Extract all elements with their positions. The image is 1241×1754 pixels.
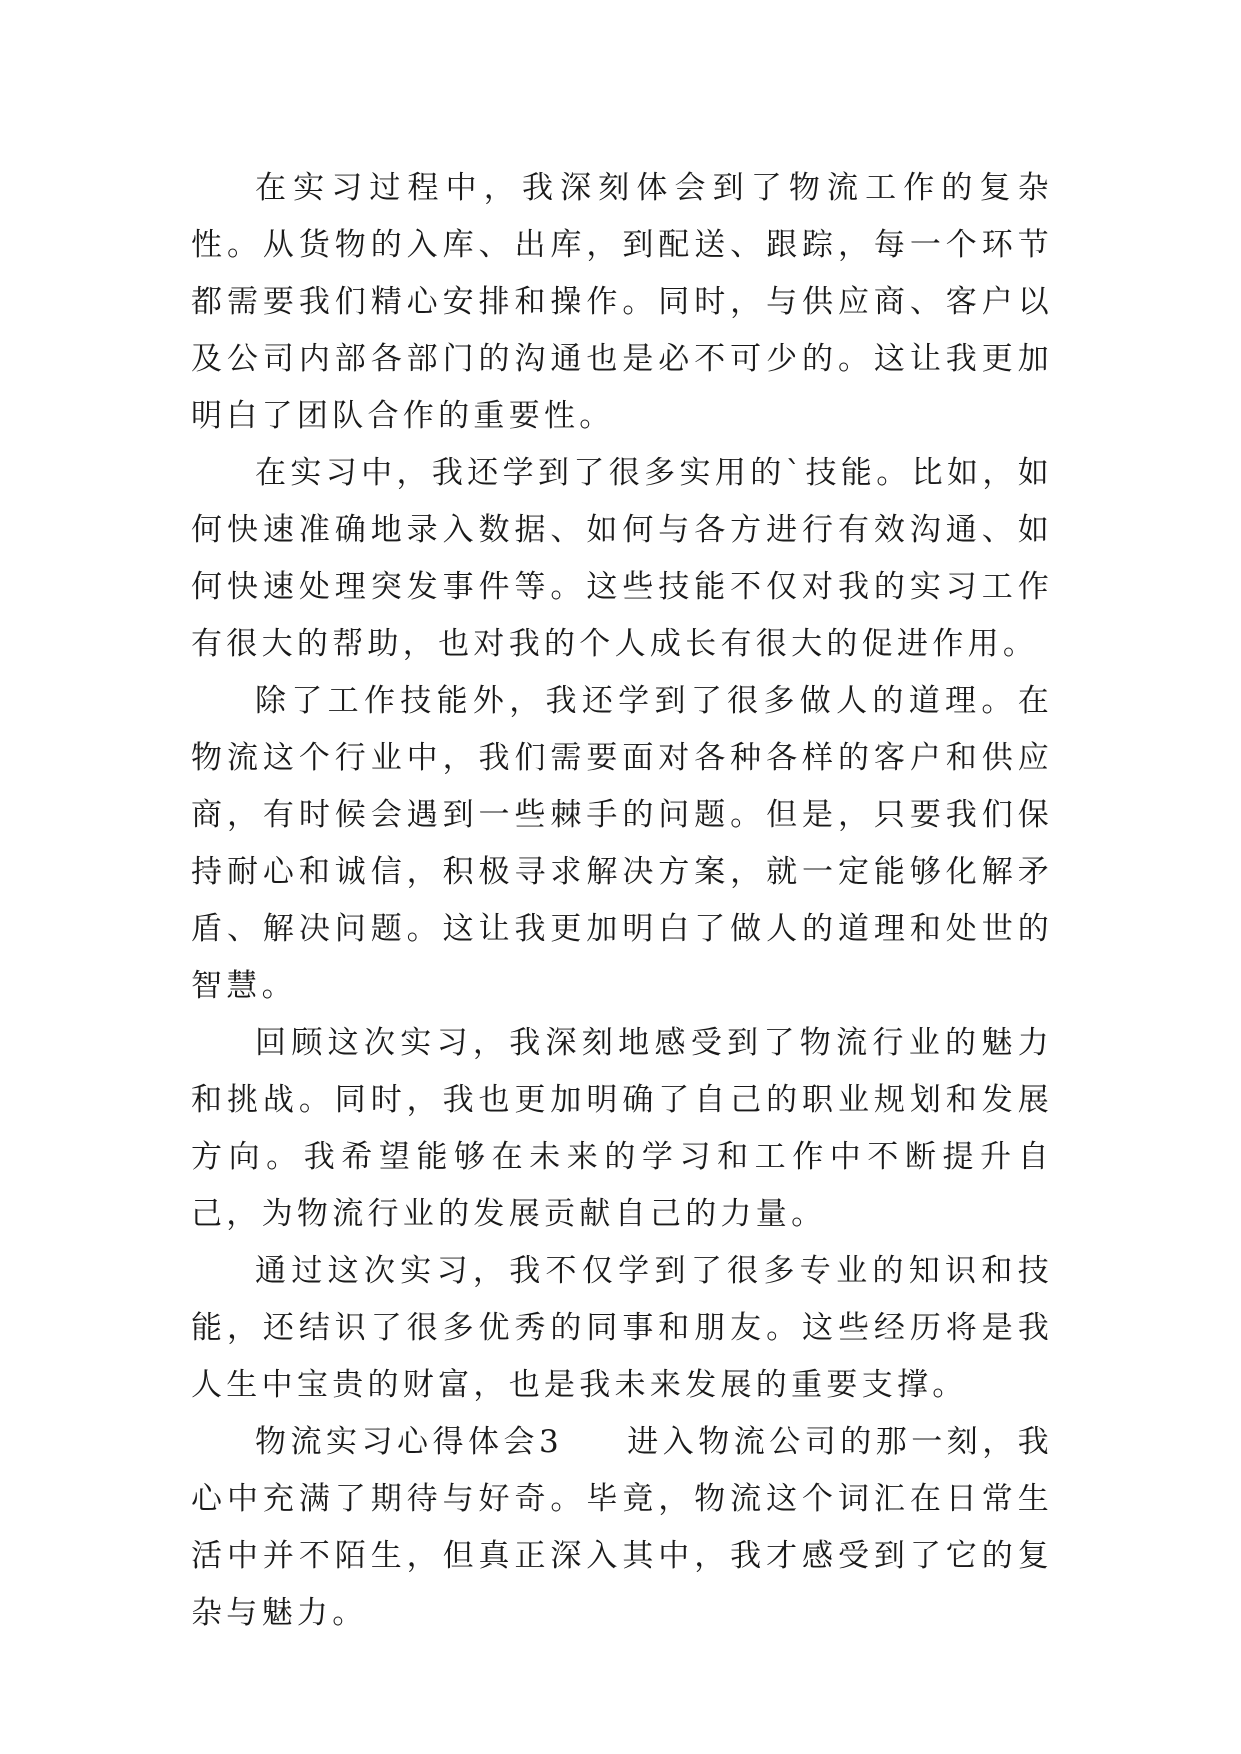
section-paragraph: [191, 1414, 1053, 1642]
paragraph-5: 通过这次实习，我不仅学到了很多专业的知识和技能，还结识了很多优秀的同事和朋友。这些经历将是我人生中宝贵的财富，也是我未来发展的重要支撑。: [191, 1253, 1053, 1403]
paragraph-3: 除了工作技能外，我还学到了很多做人的道理。在物流这个行业中，我们需要面对各种各样的客户和供应商，有时候会遇到一些棘手的问题。但是，只要我们保持耐心和诚信，积极寻求解决方案，就一定能够化解矛盾、解决问题。这让我更加明白了做人的道理和处世的智慧。: [191, 683, 1053, 1004]
paragraph-1: 在实习过程中，我深刻体会到了物流工作的复杂性。从货物的入库、出库，到配送、跟踪，每一个环节都需要我们精心安排和操作。同时，与供应商、客户以及公司内部各部门的沟通也是必不可少的。这让我更加明白了团队合作的重要性。: [191, 170, 1053, 434]
section-heading: 物流实习心得体会3: [255, 1424, 564, 1460]
paragraph-2: 在实习中，我还学到了很多实用的`技能。比如，如何快速准确地录入数据、如何与各方进行有效沟通、如何快速处理突发事件等。这些技能不仅对我的实习工作有很大的帮助，也对我的个人成长有很大的促进作用。: [191, 455, 1053, 662]
document-body: [191, 160, 1053, 1642]
paragraph-4: 回顾这次实习，我深刻地感受到了物流行业的魅力和挑战。同时，我也更加明确了自己的职业规划和发展方向。我希望能够在未来的学习和工作中不断提升自己，为物流行业的发展贡献自己的力量。: [191, 1025, 1053, 1232]
section-text: 进入物流公司的那一刻，我心中充满了期待与好奇。毕竟，物流这个词汇在日常生活中并不陌生，但真正深入其中，我才感受到了它的复杂与魅力。: [191, 1424, 1053, 1631]
